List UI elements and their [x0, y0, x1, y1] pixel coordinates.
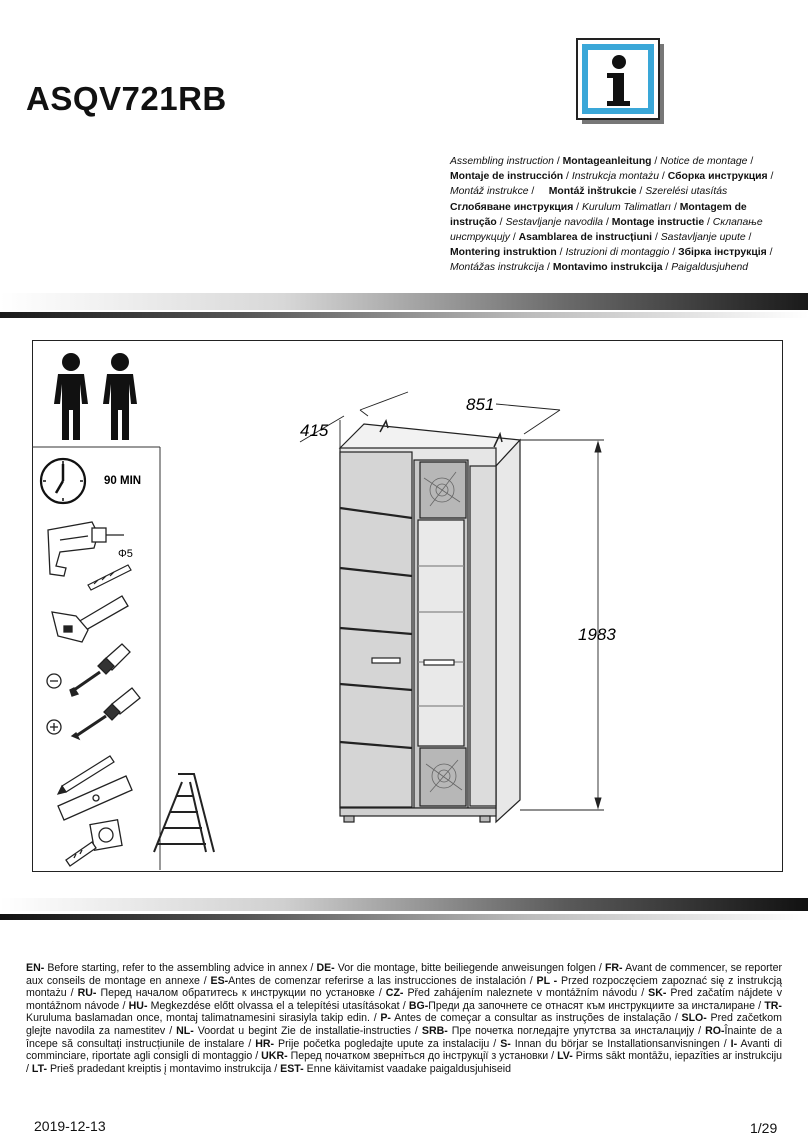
language-note-text: Prieš pradedant kreiptis į montavimo instrukcija /: [47, 1062, 281, 1075]
language-code: NL-: [176, 1024, 194, 1037]
language-title-segment: /: [659, 171, 668, 183]
language-title-segment: Montavimo instrukcija: [552, 262, 663, 274]
language-note-text: Megkezdése előtt olvassa el a telepítési utasításokat /: [147, 999, 409, 1012]
page-number: 1/29: [750, 1120, 778, 1136]
language-title-segment: Montagem de: [679, 201, 747, 213]
language-code: DE-: [316, 962, 335, 974]
language-title-segment: /: [669, 247, 679, 259]
assembly-time: 90 MIN: [104, 475, 142, 487]
language-code: RO-: [705, 1024, 725, 1037]
language-title-segment: /: [510, 232, 519, 244]
tape-measure-icon: [66, 820, 122, 866]
language-title-segment: Montážas instrukcija: [450, 262, 545, 274]
language-title-segment: /: [563, 171, 572, 183]
document-date: 2019-12-13: [34, 1118, 106, 1134]
language-title-segment: /: [766, 247, 773, 259]
language-title-segment: Склапање: [712, 216, 763, 228]
plus-icon: [47, 720, 61, 734]
language-title-segment: Asamblarea de instrucțiuni: [518, 232, 653, 244]
language-title-segment: Kurulum Talimatları: [581, 201, 672, 213]
language-title-segment: /: [636, 186, 646, 198]
language-title-segment: Assembling instruction: [450, 156, 554, 167]
language-title-segment: Montageanleitung: [562, 156, 652, 167]
language-title-segment: Instrukcja montażu: [571, 171, 660, 183]
language-title-segment: /: [745, 232, 752, 244]
language-code: TR-: [764, 999, 782, 1012]
language-code: SLO-: [681, 1012, 707, 1025]
dimension-depth: 415: [300, 421, 329, 440]
language-note-text: Перед началом обратитесь к инструкции по установке /: [96, 987, 386, 1000]
dimension-height: 1983: [578, 625, 616, 644]
language-title-segment: инструкцију: [450, 232, 510, 244]
language-note-text: Prije početka pogledajte upute za instalaciju /: [274, 1037, 501, 1050]
drill-bit-icon: [88, 565, 131, 590]
language-note-text: Before starting, refer to the assembling advice in annex /: [44, 962, 317, 974]
language-note-text: Avanti di comminciare, riportate agli consigli di montaggio /: [26, 1037, 782, 1063]
footer-divider-band: [0, 898, 808, 911]
language-note-text: Преди да започнете се отнасят към инструкциите за инсталиране /: [428, 999, 765, 1012]
language-title-segment: Notice de montage: [660, 156, 748, 167]
language-title-segment: Montering instruktion: [450, 247, 557, 259]
language-code: CZ-: [385, 987, 404, 1000]
footer-divider-band-thin: [0, 914, 808, 920]
language-title-segment: Szerelési utasítás: [645, 186, 728, 198]
language-title-segment: /: [496, 216, 506, 228]
language-code: FR-: [604, 962, 623, 974]
language-note-text: Înainte de a începe să consultați instrucțiunile de instalare /: [26, 1024, 782, 1050]
wardrobe-drawing: [340, 421, 520, 822]
language-note-text: Antes de começar a consultar as instruções de instalação /: [390, 1012, 682, 1025]
language-code: HU-: [128, 999, 148, 1012]
language-title-segment: /: [553, 156, 563, 167]
language-title-segment: Montáž inštrukcie: [548, 186, 637, 198]
language-title-segment: instrução: [450, 216, 497, 228]
language-note-text: Pred začetkom glejte navodila za namestitev /: [26, 1012, 782, 1037]
language-title-segment: Збірка інструкція: [678, 247, 767, 259]
model-number: ASQV721RB: [26, 80, 227, 117]
language-code: EN-: [26, 962, 45, 974]
language-title-segment: /: [556, 247, 566, 259]
language-title-segment: Montáž instrukce: [450, 186, 529, 198]
language-title-segment: Sestavljanje navodila: [505, 216, 604, 228]
language-title-segment: /: [573, 201, 582, 213]
language-code: EST-: [280, 1062, 304, 1075]
step-ladder-icon: [154, 774, 214, 852]
dimension-width: 851: [466, 395, 495, 414]
language-code: I-: [730, 1037, 738, 1050]
language-note-text: Перед початком зверніться до інструкції з установки /: [287, 1050, 558, 1063]
language-note-text: Voordat u begint Zie de installatie-instructies /: [193, 1024, 422, 1037]
person-icon: [103, 353, 137, 440]
language-code: P-: [380, 1012, 391, 1025]
language-title-segment: /: [528, 186, 549, 198]
language-code: RU-: [77, 987, 97, 1000]
language-note-text: Před zahájením naleznete v montážním návodu /: [403, 987, 649, 1000]
language-title-segment: /: [544, 262, 553, 274]
language-code: SRB-: [421, 1024, 448, 1037]
language-note-text: Innan du börjar se Installationsanvisningen /: [510, 1037, 731, 1050]
language-note-text: Vor die montage, bitte beiliegende anweisungen folgen /: [334, 962, 605, 974]
language-title-segment: Sastavljanje upute: [660, 232, 746, 244]
language-note-text: Przed rozpoczęciem zapoznać się z instrukcją montażu /: [26, 974, 782, 1000]
language-note-text: Pred začatím nájdete v montážnom návode /: [26, 987, 782, 1012]
hammer-icon: [52, 596, 128, 642]
language-title-segment: /: [767, 171, 774, 183]
flat-screwdriver-icon: [70, 644, 130, 696]
language-title-segment: /: [662, 262, 672, 274]
minus-icon: [47, 674, 61, 688]
phillips-screwdriver-icon: [72, 688, 140, 739]
language-note-text: Pirms sākt montāžu, iepazīties ar instrukciju /: [26, 1050, 782, 1075]
language-note-text: Avant de commencer, se reporter aux conseils de montage en annexe /: [26, 962, 782, 987]
language-title-segment: Сборка инструкция: [667, 171, 768, 183]
language-title-segment: /: [651, 156, 661, 167]
drill-bit-diameter: Φ5: [118, 548, 133, 560]
language-code: HR-: [255, 1037, 275, 1050]
clock-icon: [41, 459, 85, 503]
language-title-segment: Montage instructie: [611, 216, 705, 228]
language-title-segment: /: [747, 156, 754, 167]
language-title-segment: /: [704, 216, 713, 228]
language-note-text: Пре почетка погледајте упутства за инсталацију /: [447, 1024, 706, 1037]
language-note-text: Enne käivitamist vaadake paigaldusjuhiseid: [303, 1062, 511, 1075]
language-note-text: Antes de comenzar referirse a las instrucciones de instalación /: [228, 974, 537, 987]
language-title-segment: /: [652, 232, 661, 244]
language-note-text: Kuruluma baslamadan once, montaj talimatnamesini sirasiyla takip edin. /: [26, 1012, 381, 1025]
language-code: SK-: [648, 987, 667, 1000]
language-code: BG-: [408, 999, 429, 1012]
language-title-segment: /: [603, 216, 612, 228]
language-title-segment: /: [671, 201, 680, 213]
language-code: ES-: [210, 974, 229, 987]
multilingual-note: [26, 962, 782, 1075]
language-code: PL -: [536, 974, 558, 987]
language-code: UKR-: [261, 1050, 288, 1063]
language-code: S-: [500, 1037, 511, 1050]
language-title-segment: Paigaldusjuhend: [671, 262, 749, 274]
language-code: LV-: [557, 1050, 573, 1063]
person-icon: [54, 353, 88, 440]
language-title-segment: Montaje de instrucción: [450, 171, 564, 183]
drill-icon: [48, 522, 124, 576]
language-title-segment: Сглобяване инструкция: [450, 201, 574, 213]
language-title-segment: Istruzioni di montaggio: [565, 247, 670, 259]
language-code: LT-: [31, 1062, 47, 1075]
